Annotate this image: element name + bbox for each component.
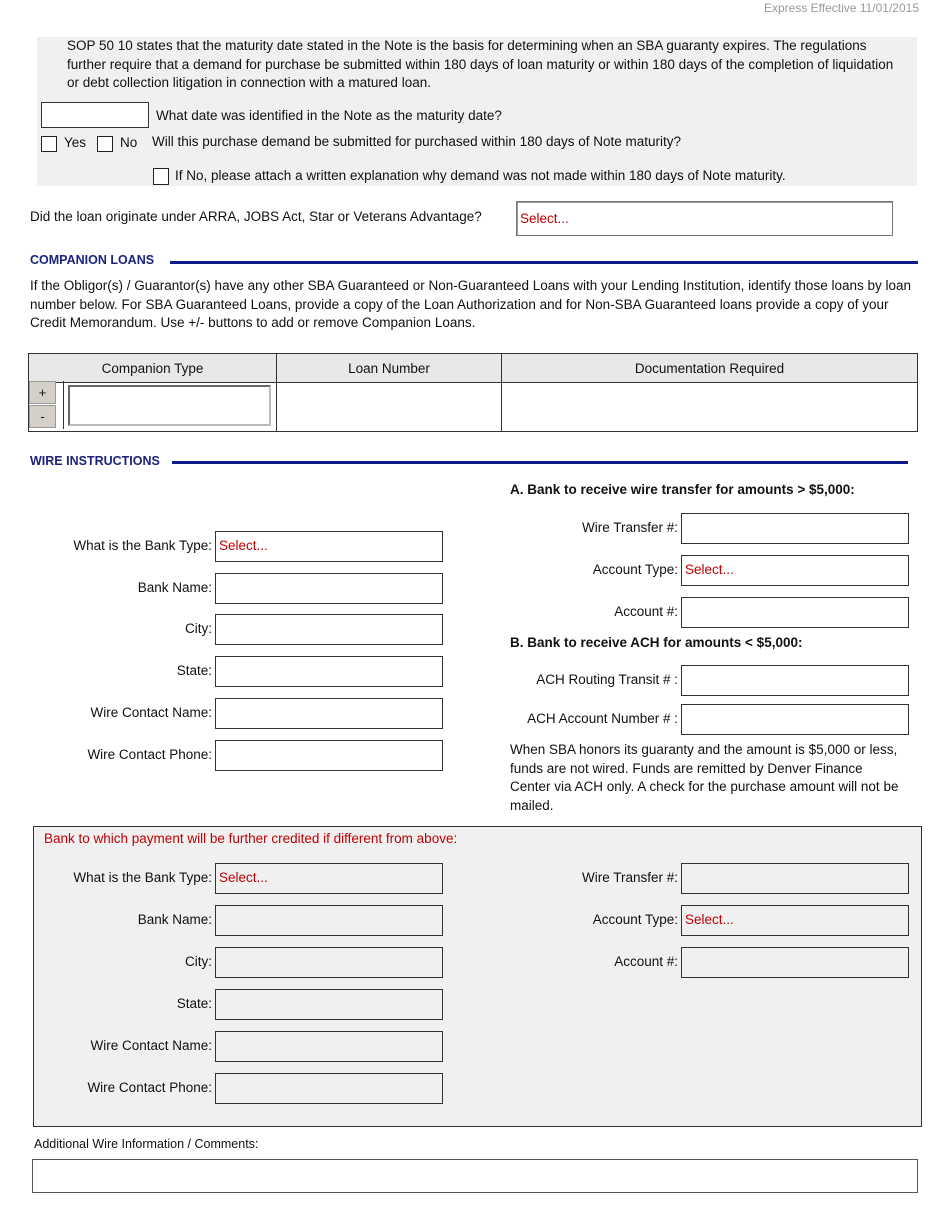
further-credit-title: Bank to which payment will be further credited if different from above: [44,831,458,846]
comments-label: Additional Wire Information / Comments: [34,1137,259,1151]
comments-input[interactable] [32,1159,918,1193]
text-input[interactable] [215,656,443,687]
yes-checkbox[interactable] [41,136,57,152]
field-label: What is the Bank Type: [73,870,212,885]
no-label: No [120,135,138,150]
documentation-cell[interactable] [502,383,918,432]
text-input[interactable] [681,597,909,628]
cell-divider [63,381,64,429]
column-header: Loan Number [277,354,502,383]
if-no-checkbox[interactable] [153,168,169,185]
field-label: Wire Contact Phone: [87,1080,212,1095]
field-label: Wire Transfer #: [581,520,678,535]
effective-date: Express Effective 11/01/2015 [764,1,919,15]
arra-select[interactable]: Select... [516,201,893,236]
yes-label: Yes [64,135,87,150]
add-companion-button[interactable]: + [29,381,56,404]
text-input[interactable] [681,513,909,544]
section-a-title: A. Bank to receive wire transfer for amounts > $5,000: [510,482,855,497]
field-label: Account #: [614,954,678,969]
select-field[interactable]: Select... [681,555,909,586]
submit-question: Will this purchase demand be submitted for purchased within 180 days of Note maturity? [152,134,682,149]
wire-title: WIRE INSTRUCTIONS [30,454,160,468]
companion-paragraph: If the Obligor(s) / Guarantor(s) have any other SBA Guaranteed or Non-Guaranteed Loans with your Lending Institution, identify those loans by loan number below. For SBA Guaranteed Loans, provide a copy of the Loan Authorization and for Non-SBA Guaranteed loans provide a copy of your Credit Memorandum. Use +/- buttons to add or remove Companion Loans. [30,278,912,330]
text-input[interactable] [681,863,909,894]
text-input[interactable] [681,947,909,978]
text-input[interactable] [681,704,909,735]
field-label: Account Type: [592,562,678,577]
text-input[interactable] [215,1073,443,1104]
field-label: What is the Bank Type: [73,538,212,553]
maturity-date-input[interactable] [41,102,149,128]
field-label: Bank Name: [137,580,212,595]
companion-divider [170,261,918,264]
text-input[interactable] [215,1031,443,1062]
column-header: Documentation Required [502,354,918,383]
field-label: City: [185,954,212,969]
no-checkbox[interactable] [97,136,113,152]
column-header: Companion Type [29,354,277,383]
ach-note: When SBA honors its guaranty and the amount is $5,000 or less, funds are not wired. Funds are remitted by Denver Finance Center via ACH only. A check for the purchase amount will not be mailed. [510,742,899,813]
loan-number-cell[interactable] [277,383,502,432]
companion-type-input[interactable] [68,385,271,426]
companion-title: COMPANION LOANS [30,253,155,267]
if-no-label: If No, please attach a written explanation why demand was not made within 180 days of Note maturity. [175,168,786,183]
field-label: Wire Contact Phone: [87,747,212,762]
select-field[interactable]: Select... [215,863,443,894]
field-label: Bank Name: [137,912,212,927]
field-label: City: [185,621,212,636]
arra-question: Did the loan originate under ARRA, JOBS Act, Star or Veterans Advantage? [30,209,482,224]
select-field[interactable]: Select... [215,531,443,562]
text-input[interactable] [215,573,443,604]
select-field[interactable]: Select... [681,905,909,936]
text-input[interactable] [215,947,443,978]
wire-divider [172,461,908,464]
section-b-title: B. Bank to receive ACH for amounts < $5,000: [510,635,803,650]
field-label: Wire Contact Name: [90,1038,212,1053]
field-label: Account #: [614,604,678,619]
text-input[interactable] [681,665,909,696]
text-input[interactable] [215,614,443,645]
maturity-paragraph: SOP 50 10 states that the maturity date stated in the Note is the basis for determining when an SBA guaranty expires. The regulations further require that a demand for purchase be submitted within 180 days of loan maturity or within 180 days of the completion of liquidation or debt collection litigation in connection with a matured loan. [67,38,894,90]
text-input[interactable] [215,905,443,936]
field-label: State: [176,996,212,1011]
remove-companion-button[interactable]: - [29,405,56,428]
text-input[interactable] [215,740,443,771]
field-label: ACH Account Number # : [527,711,678,726]
maturity-date-label: What date was identified in the Note as the maturity date? [156,108,502,123]
field-label: ACH Routing Transit # : [536,672,678,687]
field-label: Wire Contact Name: [90,705,212,720]
field-label: Wire Transfer #: [581,870,678,885]
field-label: State: [176,663,212,678]
field-label: Account Type: [592,912,678,927]
text-input[interactable] [215,989,443,1020]
text-input[interactable] [215,698,443,729]
